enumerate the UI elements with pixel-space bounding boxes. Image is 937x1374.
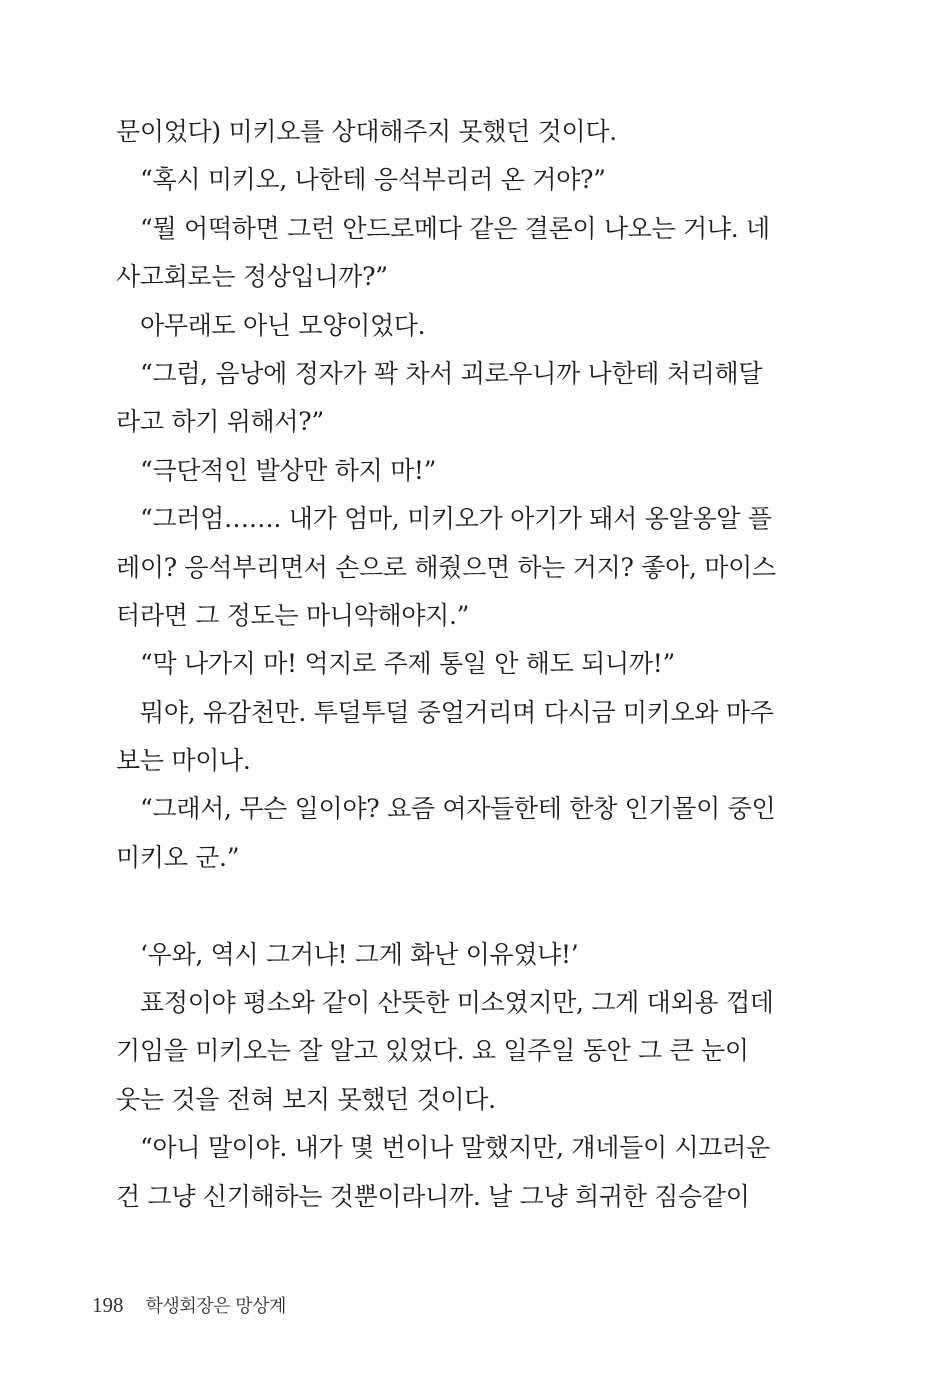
text-line: 미키오 군.” bbox=[116, 842, 240, 872]
text-line: 터라면 그 정도는 마니악해야지.” bbox=[116, 600, 470, 630]
section-break bbox=[116, 882, 806, 930]
text-line: “아니 말이야. 내가 몇 번이나 말했지만, 걔네들이 시끄러운 bbox=[140, 1133, 770, 1163]
text-line: “그래서, 무슨 일이야? 요즘 여자들한테 한창 인기몰이 중인 bbox=[140, 794, 776, 824]
text-line: 표정이야 평소와 같이 산뜻한 미소였지만, 그게 대외용 껍데 bbox=[140, 988, 774, 1018]
text-line: 문이었다) 미키오를 상대해주지 못했던 것이다. bbox=[116, 117, 617, 146]
text-line: 라고 하기 위해서?” bbox=[116, 407, 324, 437]
text-line: “그럼, 음낭에 정자가 꽉 차서 괴로우니까 나한테 처리해달 bbox=[140, 358, 763, 388]
text-line: 사고회로는 정상입니까?” bbox=[116, 262, 388, 292]
text-line: “막 나가지 마! 억지로 주제 통일 안 해도 되니까!” bbox=[140, 649, 675, 679]
text-line: “혹시 미키오, 나한테 응석부리러 온 거야?” bbox=[140, 165, 606, 195]
page-footer bbox=[92, 1292, 286, 1318]
text-line: 건 그냥 신기해하는 것뿐이라니까. 날 그냥 희귀한 짐승같이 bbox=[116, 1181, 750, 1211]
text-line: 웃는 것을 전혀 보지 못했던 것이다. bbox=[116, 1084, 496, 1114]
text-line: 아무래도 아닌 모양이었다. bbox=[140, 310, 426, 340]
page-number: 198 bbox=[92, 1293, 124, 1317]
text-line: 레이? 응석부리면서 손으로 해줬으면 하는 거지? 좋아, 마이스 bbox=[116, 552, 776, 582]
text-line: “뭘 어떡하면 그런 안드로메다 같은 결론이 나오는 거냐. 네 bbox=[140, 213, 770, 243]
book-title: 학생회장은 망상계 bbox=[145, 1296, 286, 1317]
text-line: ‘우와, 역시 그거냐! 그게 화난 이유였냐!’ bbox=[140, 939, 579, 969]
body-text bbox=[116, 108, 806, 1221]
text-line: “극단적인 발상만 하지 마!” bbox=[140, 455, 437, 485]
text-line: 보는 마이나. bbox=[116, 746, 251, 776]
text-line: 기임을 미키오는 잘 알고 있었다. 요 일주일 동안 그 큰 눈이 bbox=[116, 1036, 749, 1066]
text-line: “그러엄……. 내가 엄마, 미키오가 아기가 돼서 옹알옹알 플 bbox=[140, 504, 772, 534]
text-line: 뭐야, 유감천만. 투덜투덜 중얼거리며 다시금 미키오와 마주 bbox=[140, 697, 774, 727]
